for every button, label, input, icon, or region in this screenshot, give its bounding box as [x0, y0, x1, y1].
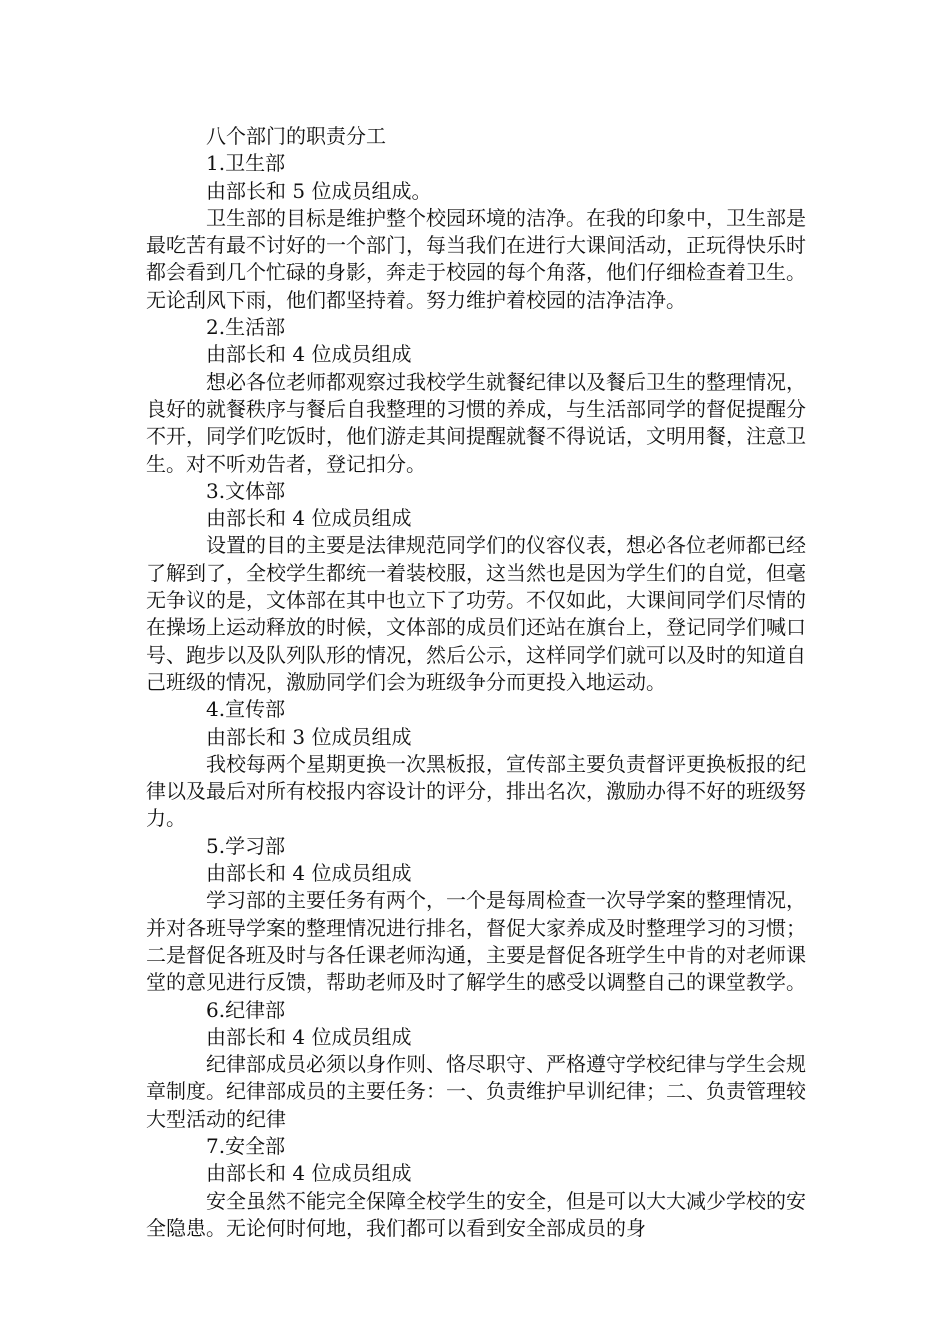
section-heading: 3.文体部 [206, 478, 286, 503]
section-composition: 由部长和 3 位成员组成 [206, 724, 412, 749]
document-title: 八个部门的职责分工 [206, 124, 386, 148]
section-heading: 5.学习部 [206, 833, 286, 858]
section-body: 安全虽然不能完全保障全校学生的安全，但是可以大大减少学校的安全隐患。无论何时何地，我们都可以看到安全部成员的身 [146, 1188, 806, 1240]
section-heading: 4.宣传部 [206, 697, 286, 722]
section-composition: 由部长和 4 位成员组成 [206, 506, 412, 531]
section-body: 我校每两个星期更换一次黑板报，宣传部主要负责督评更换板报的纪律以及最后对所有校报内容设计的评分，排出名次，激励办得不好的班级努力。 [146, 751, 806, 831]
section-heading: 7.安全部 [206, 1133, 286, 1158]
section-composition: 由部长和 4 位成员组成 [206, 342, 412, 367]
section-composition: 由部长和 4 位成员组成 [206, 1024, 412, 1049]
section-heading: 2.生活部 [206, 315, 286, 340]
section-body: 卫生部的目标是维护整个校园环境的洁净。在我的印象中，卫生部是最吃苦有最不讨好的一个部门，每当我们在进行大课间活动，正玩得快乐时都会看到几个忙碌的身影，奔走于校园的每个角落，他们仔细检查着卫生。无论刮风下雨，他们都坚持着。努力维护着校园的洁净洁净。 [146, 205, 806, 312]
section-body: 学习部的主要任务有两个，一个是每周检查一次导学案的整理情况，并对各班导学案的整理情况进行排名，督促大家养成及时整理学习的习惯；二是督促各班及时与各任课老师沟通，主要是督促各班学生中肯的对老师课堂的意见进行反馈，帮助老师及时了解学生的感受以调整自己的课堂教学。 [146, 888, 806, 995]
section-heading: 1.卫生部 [206, 151, 286, 176]
section-composition: 由部长和 5 位成员组成。 [206, 178, 432, 203]
section-body: 设置的目的主要是法律规范同学们的仪容仪表，想必各位老师都已经了解到了，全校学生都统一着装校服，这当然也是因为学生们的自觉，但毫无争议的是，文体部在其中也立下了功劳。不仅如此，大课间同学们尽情的在操场上运动释放的时候，文体部的成员们还站在旗台上，登记同学们喊口号、跑步以及队列队形的情况，然后公示，这样同学们就可以及时的知道自己班级的情况，激励同学们会为班级争分而更投入地运动。 [146, 533, 806, 694]
document-body [146, 123, 806, 1242]
section-composition: 由部长和 4 位成员组成 [206, 861, 412, 886]
section-body: 想必各位老师都观察过我校学生就餐纪律以及餐后卫生的整理情况，良好的就餐秩序与餐后自我整理的习惯的养成，与生活部同学的督促提醒分不开，同学们吃饭时，他们游走其间提醒就餐不得说话，文明用餐，注意卫生。对不听劝告者，登记扣分。 [146, 369, 806, 476]
section-heading: 6.纪律部 [206, 997, 286, 1022]
section-composition: 由部长和 4 位成员组成 [206, 1161, 412, 1186]
section-body: 纪律部成员必须以身作则、恪尽职守、严格遵守学校纪律与学生会规章制度。纪律部成员的主要任务：一、负责维护早训纪律；二、负责管理较大型活动的纪律 [146, 1052, 806, 1131]
